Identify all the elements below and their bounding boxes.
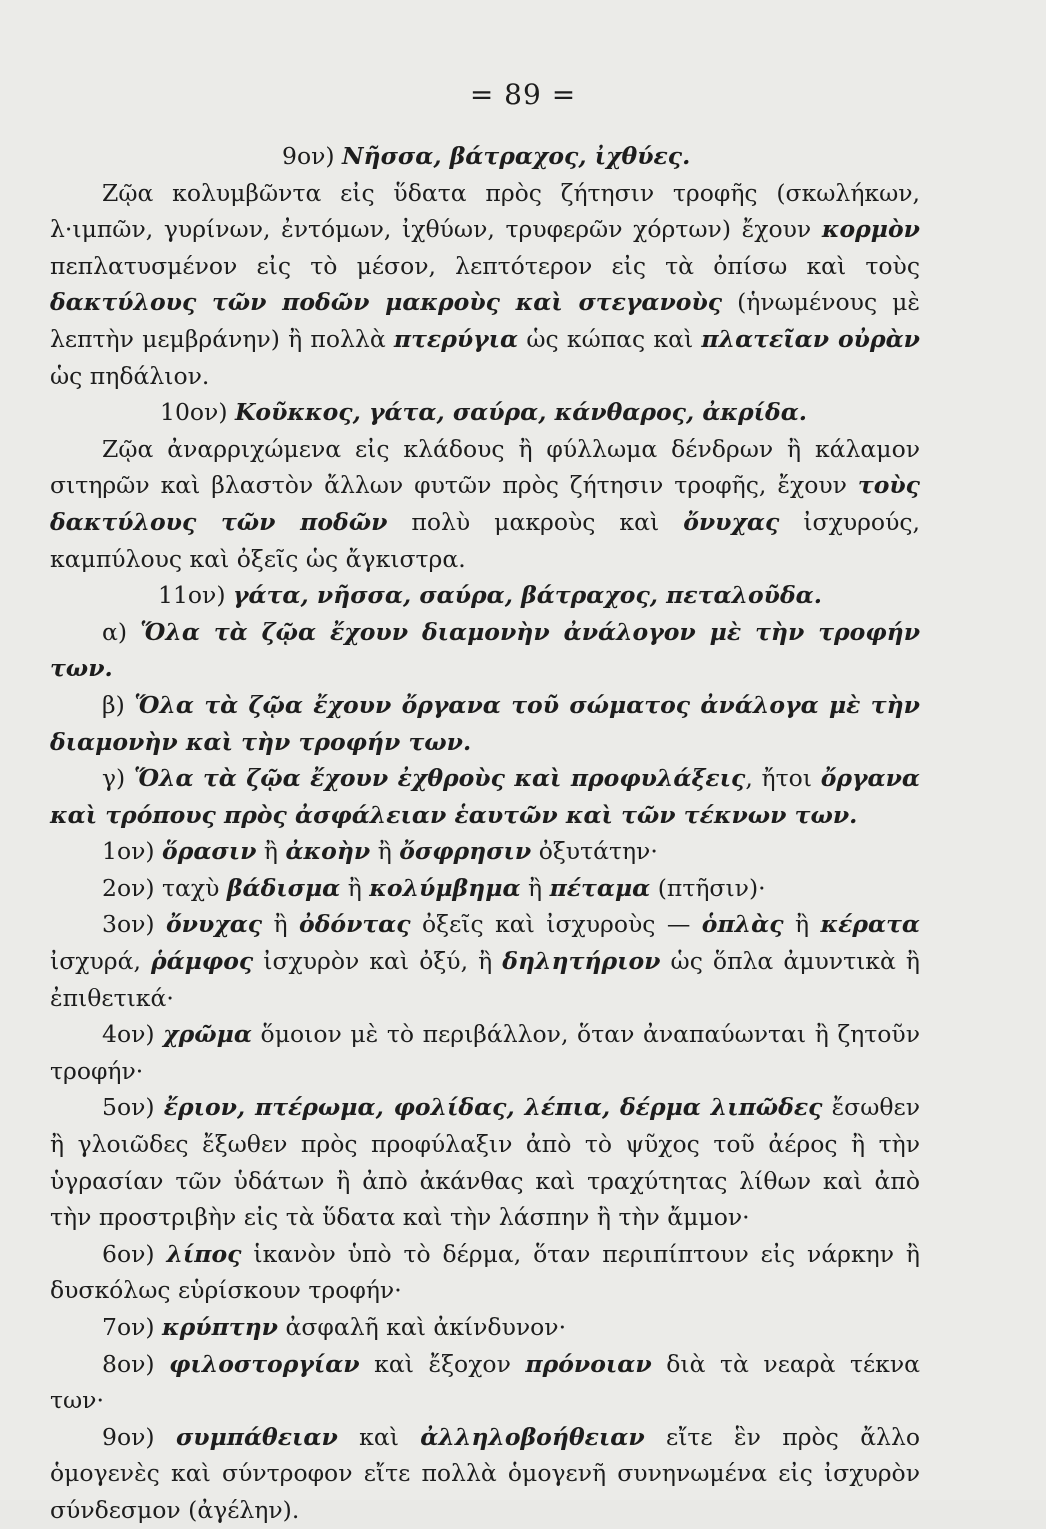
paragraph xyxy=(50,760,920,833)
plain-text: ἢ xyxy=(256,837,286,866)
emphasis-text: πρόνοιαν xyxy=(525,1349,652,1378)
paragraph xyxy=(50,138,920,175)
plain-text: διὰ τὰ νεαρὰ τέκνα των· xyxy=(50,1349,920,1415)
paragraph xyxy=(50,1236,920,1309)
emphasis-text: γάτα, νῆσσα, σαύρα, βάτραχος, πεταλοῦδα. xyxy=(232,581,822,610)
plain-text: ἱκανὸν ὑπὸ τὸ δέρμα, ὅταν περιπίπτουν εἰς νάρκην ἢ δυσκόλως εὑρίσκουν τροφήν· xyxy=(50,1239,920,1305)
emphasis-text: ὄνυχας xyxy=(165,910,263,939)
paragraph xyxy=(50,1016,920,1089)
emphasis-text: ὀδόντας xyxy=(299,910,411,939)
plain-text: (πτῆσιν)· xyxy=(650,873,766,902)
plain-text: α) xyxy=(102,617,141,646)
plain-text: (ἡνωμένους μὲ λεπτὴν μεμβράνην) ἢ πολλὰ xyxy=(50,288,920,353)
plain-text: καὶ xyxy=(337,1422,421,1451)
paragraph xyxy=(50,870,920,907)
emphasis-text: φιλοστοργίαν xyxy=(169,1349,360,1378)
plain-text: 10ον) xyxy=(160,398,235,427)
emphasis-text: Ὅλα τὰ ζῷα ἔχουν διαμονὴν ἀνάλογον μὲ τὴν τροφήν των. xyxy=(50,617,921,683)
plain-text: πολὺ μακροὺς καὶ xyxy=(387,507,684,536)
plain-text: β) xyxy=(102,690,135,719)
paragraph xyxy=(50,1419,920,1529)
paragraph xyxy=(50,394,920,431)
emphasis-text: τοὺς δακτύλους τῶν ποδῶν xyxy=(50,471,920,536)
paragraph xyxy=(50,833,920,870)
emphasis-text: χρῶμα xyxy=(163,1020,252,1049)
plain-text: ἰσχυρὸν καὶ ὀξύ, ἢ xyxy=(253,947,503,976)
emphasis-text: βάδισμα xyxy=(226,873,341,902)
plain-text: ἰσχυρούς, καμπύλους καὶ ὀξεῖς ὡς ἄγκιστρα. xyxy=(50,507,920,573)
paragraph xyxy=(50,906,920,1016)
emphasis-text: ὅρασιν xyxy=(162,837,257,866)
plain-text: Ζῷα ἀναρριχώμενα εἰς κλάδους ἢ φύλλωμα δένδρων ἢ κάλαμον σιτηρῶν καὶ βλαστὸν ἄλλων φυτῶν πρὸς ζήτησιν τροφῆς, ἔχουν xyxy=(50,434,920,500)
plain-text: ἀσφαλῆ καὶ ἀκίνδυνον· xyxy=(277,1313,567,1341)
plain-text: ἢ xyxy=(783,910,821,939)
plain-text: ὅμοιον μὲ τὸ περιβάλλον, ὅταν ἀναπαύωνται ἢ ζητοῦν τροφήν· xyxy=(50,1020,920,1085)
plain-text: ὀξυτάτην· xyxy=(531,837,658,866)
emphasis-text: Ὅλα τὰ ζῷα ἔχουν ἐχθροὺς καὶ προφυλάξεις xyxy=(133,764,746,793)
emphasis-text: κρύπτην xyxy=(162,1313,278,1341)
emphasis-text: ἀλληλοβοήθειαν xyxy=(420,1422,645,1451)
plain-text: ἢ xyxy=(370,837,400,866)
emphasis-text: πέταμα xyxy=(549,873,651,902)
plain-text: πεπλατυσμένον εἰς τὸ μέσον, λεπτότερον εἰς τὰ ὀπίσω καὶ τοὺς xyxy=(50,251,920,280)
paragraph xyxy=(50,577,920,614)
paragraph xyxy=(50,1309,920,1346)
plain-text: 6ον) xyxy=(102,1239,167,1268)
emphasis-text: Κοῦκκος, γάτα, σαύρα, κάνθαρος, ἀκρίδα. xyxy=(234,398,807,427)
emphasis-text: δηλητήριον xyxy=(502,947,661,976)
paragraph xyxy=(50,175,920,395)
plain-text: 3ον) xyxy=(102,910,166,939)
plain-text: ὡς κώπας καὶ xyxy=(518,324,702,353)
emphasis-text: πτερύγια xyxy=(393,324,519,353)
body-text xyxy=(50,138,920,1529)
emphasis-text: λίπος xyxy=(166,1239,242,1268)
plain-text: ἔσωθεν ἢ γλοιῶδες ἔξωθεν πρὸς προφύλαξιν ἀπὸ τὸ ψῦχος τοῦ ἀέρος ἢ τὴν ὑγρασίαν τῶν ὑδάτων ἢ ἀπὸ ἀκάνθας καὶ τραχύτητας λίθων καὶ ἀπὸ τὴν προστριβὴν εἰς τὰ ὕδατα καὶ τὴν λάσπην ἢ τὴν ἄμμον· xyxy=(50,1093,920,1232)
paragraph xyxy=(50,1089,920,1235)
paragraph xyxy=(50,687,920,760)
plain-text: 9ον) xyxy=(282,142,343,170)
emphasis-text: ὁπλὰς xyxy=(701,910,784,939)
emphasis-text: ἀκοὴν xyxy=(285,837,371,866)
plain-text: ἢ xyxy=(340,873,370,902)
plain-text: 9ον) xyxy=(102,1422,176,1451)
emphasis-text: συμπάθειαν xyxy=(175,1422,338,1451)
plain-text: ὡς πηδάλιον. xyxy=(50,361,210,390)
paragraph xyxy=(50,431,920,577)
plain-text: 11ον) xyxy=(158,581,233,610)
page-number: = 89 = xyxy=(469,78,577,111)
plain-text: 8ον) xyxy=(102,1349,170,1378)
emphasis-text: ὄνυχας xyxy=(683,507,780,536)
plain-text: ὡς ὅπλα ἀμυντικὰ ἢ ἐπιθετικά· xyxy=(50,947,920,1012)
plain-text: , ἤτοι xyxy=(745,764,821,793)
plain-text: ἢ xyxy=(262,910,300,939)
plain-text: 5ον) xyxy=(102,1093,164,1122)
paragraph xyxy=(50,1346,920,1419)
plain-text: Ζῷα κολυμβῶντα εἰς ὕδατα πρὸς ζήτησιν τροφῆς (σκωλήκων, λ·ιμπῶν, γυρίνων, ἐντόμων, ἰχθύων, τρυφερῶν χόρτων) ἔχουν xyxy=(50,178,920,244)
emphasis-text: κορμὸν xyxy=(821,215,920,244)
plain-text: 2ον) ταχὺ xyxy=(102,873,227,902)
plain-text: καὶ ἔξοχον xyxy=(359,1349,526,1378)
emphasis-text: πλατεῖαν οὐρὰν xyxy=(701,324,920,353)
plain-text: ὀξεῖς καὶ ἰσχυροὺς — xyxy=(410,910,702,939)
emphasis-text: κέρατα xyxy=(820,910,920,939)
emphasis-text: Νῆσσα, βάτραχος, ἰχθύες. xyxy=(342,142,691,170)
plain-text: ἢ xyxy=(520,873,550,902)
emphasis-text: ὄργανα καὶ τρόπους πρὸς ἀσφάλειαν ἑαυτῶν καὶ τῶν τέκνων των. xyxy=(50,764,921,829)
plain-text: 4ον) xyxy=(102,1020,164,1049)
emphasis-text: Ὅλα τὰ ζῷα ἔχουν ὄργανα τοῦ σώματος ἀνάλογα μὲ τὴν διαμονὴν καὶ τὴν τροφήν των. xyxy=(50,690,920,756)
plain-text: εἴτε ἓν πρὸς ἄλλο ὁμογενὲς καὶ σύντροφον εἴτε πολλὰ ὁμογενῆ συνηνωμένα εἰς ἰσχυρὸν σύνδεσμον (ἀγέλην). xyxy=(50,1422,920,1524)
plain-text: 1ον) xyxy=(102,837,163,866)
emphasis-text: ὄσφρησιν xyxy=(399,837,532,866)
plain-text: ἰσχυρά, xyxy=(50,947,152,976)
emphasis-text: κολύμβημα xyxy=(369,873,521,902)
plain-text: 7ον) xyxy=(102,1313,163,1341)
emphasis-text: ἔριον, πτέρωμα, φολίδας, λέπια, δέρμα λιπῶδες xyxy=(163,1093,823,1122)
emphasis-text: ῥάμφος xyxy=(151,947,254,976)
plain-text: γ) xyxy=(102,764,134,793)
paragraph xyxy=(50,614,920,687)
emphasis-text: δακτύλους τῶν ποδῶν μακροὺς καὶ στεγανοὺς xyxy=(50,288,723,317)
